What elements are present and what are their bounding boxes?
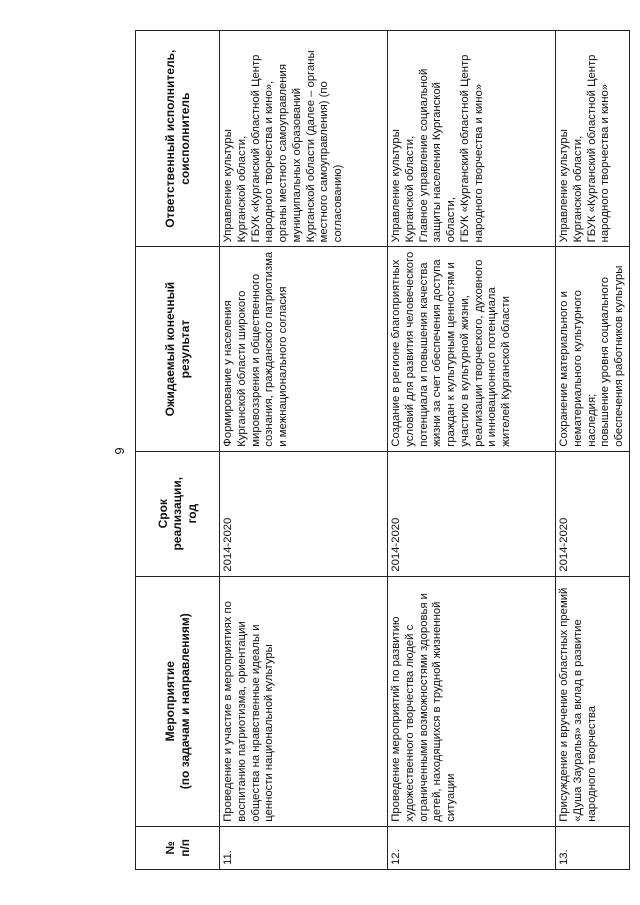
row-event: Проведение и участие в мероприятиях по воспитанию патриотизма, ориентации общества на нравственные идеалы и ценности национальной культуры [220,576,388,826]
row-term: 2014-2020 [220,451,388,576]
table-row [220,31,388,870]
row-term: 2014-2020 [388,451,556,576]
row-executor: Управление культуры Курганской области, ГБУК «Курганский областной Центр народного творчества и кино» [556,31,630,247]
header-result: Ожидаемый конечный результат [136,247,220,451]
header-event: Мероприятие (по задачам и направлениям) [136,576,220,826]
row-executor: Управление культуры Курганской области, ГБУК «Курганский областной Центр народного творчества и кино», органы местного самоуправления муниципальных образований Курганской области (далее – органы местного самоуправления) (по согласованию) [220,31,388,247]
row-executor: Управление культуры Курганской области, Главное управление социальной защиты населения Курганской области, ГБУК «Курганский областной Центр народного творчества и кино» [388,31,556,247]
row-result: Формирование у населения Курганской области широкого мировоззрения и общественного сознания, гражданского патриотизма и межнационального согласия [220,247,388,451]
table-header-row [136,31,220,870]
header-term: Срок реализации, год [136,451,220,576]
row-term: 2014-2020 [556,451,630,576]
table-row [556,31,630,870]
page-number: 9 [112,447,127,455]
events-table [135,30,630,870]
row-event: Проведение мероприятий по развитию художественного творчества людей с ограниченными возможностями здоровья и детей, находящихся в трудной жизненной ситуации [388,576,556,826]
rotated-table-container [135,30,625,870]
row-number: 11. [220,826,388,869]
row-result: Создание в регионе благоприятных условий для развития человеческого потенциала и повышения качества жизни за счет обеспечения доступа граждан к культурным ценностям и участию в культурной жизни, реализации творческого, духовного и инновационного потенциала жителей Курганской области [388,247,556,451]
header-executor: Ответственный исполнитель, соисполнитель [136,31,220,247]
row-number: 12. [388,826,556,869]
header-number: № п/п [136,826,220,869]
row-result: Сохранение материального и нематериального культурного наследия; повышение уровня социального обеспечения работников культуры [556,247,630,451]
row-number: 13. [556,826,630,869]
table-row [388,31,556,870]
row-event: Присуждение и вручение областных премий «Душа Зауралья» за вклад в развитие народного творчества [556,576,630,826]
